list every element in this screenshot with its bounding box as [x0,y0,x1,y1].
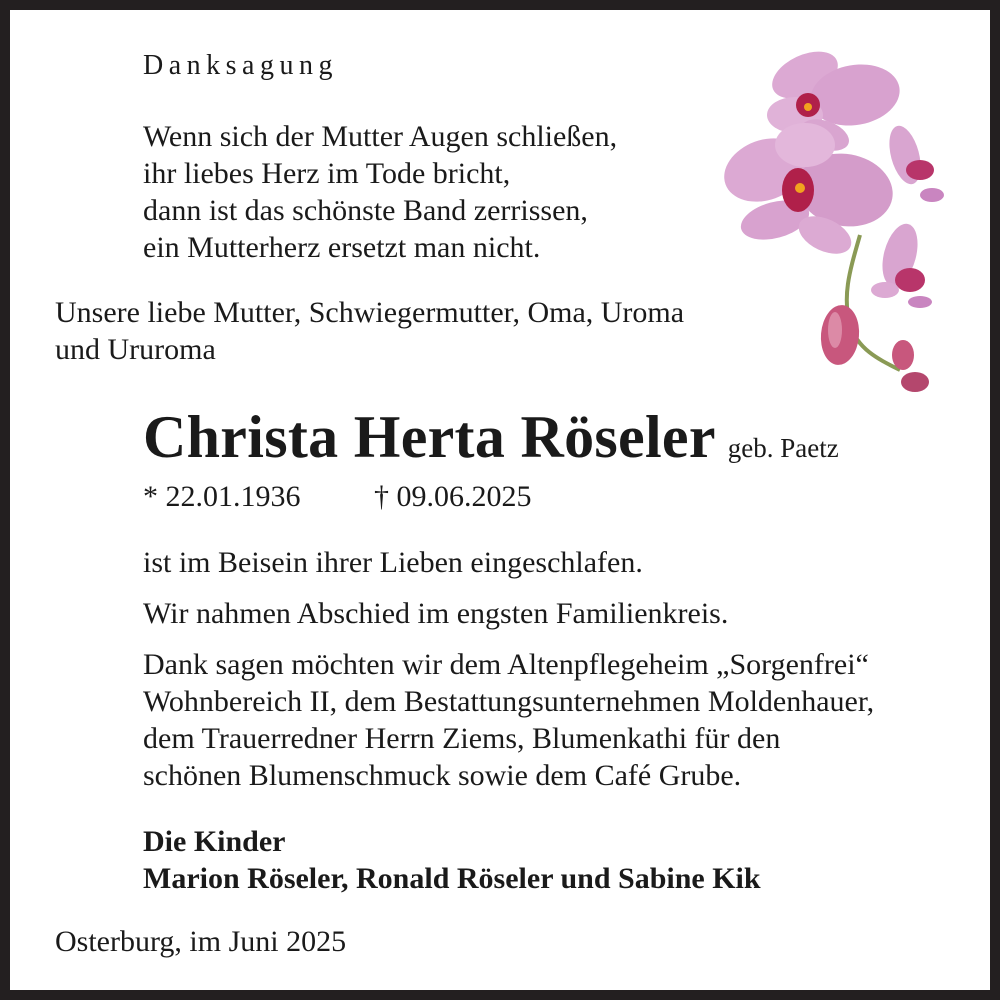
body-line: dem Trauerredner Herrn Ziems, Blumenkathi für den [143,722,781,755]
intro-line: Unsere liebe Mutter, Schwiegermutter, Oma, Uroma [55,296,685,329]
body-line: Wohnbereich II, dem Bestattungsunternehmen Moldenhauer, [143,685,875,718]
maiden-name: geb. Paetz [727,433,839,463]
body-line: Wir nahmen Abschied im engsten Familienkreis. [143,597,729,630]
deceased-name: Christa Herta Röseler [143,404,716,470]
body-line: Dank sagen möchten wir dem Altenpflegeheim „Sorgenfrei“ [143,648,869,681]
birth-date: * 22.01.1936 [143,480,301,513]
poem-line: dann ist das schönste Band zerrissen, [143,194,588,227]
poem [143,118,617,266]
intro-line: und Ururoma [55,333,216,366]
poem-line: Wenn sich der Mutter Augen schließen, [143,120,618,153]
poem-line: ein Mutterherz ersetzt man nicht. [143,231,541,264]
notice-body [143,544,874,794]
signer-line: Marion Röseler, Ronald Röseler und Sabine Kik [143,862,761,895]
intro-text [55,294,684,368]
orchid-buds [818,303,929,392]
notice-heading: Danksagung [143,50,338,81]
place-date: Osterburg, im Juni 2025 [55,925,347,958]
poem-line: ihr liebes Herz im Tode bricht, [143,157,511,190]
orchid-flower-main [715,123,898,261]
death-date: † 09.06.2025 [374,480,532,513]
body-line: schönen Blumenschmuck sowie dem Café Grube. [143,759,742,792]
deceased-name-line [143,403,839,473]
signers [143,823,761,897]
signer-line: Die Kinder [143,825,286,858]
orchid-icon [710,40,960,405]
body-line: ist im Beisein ihrer Lieben eingeschlafen. [143,546,643,579]
